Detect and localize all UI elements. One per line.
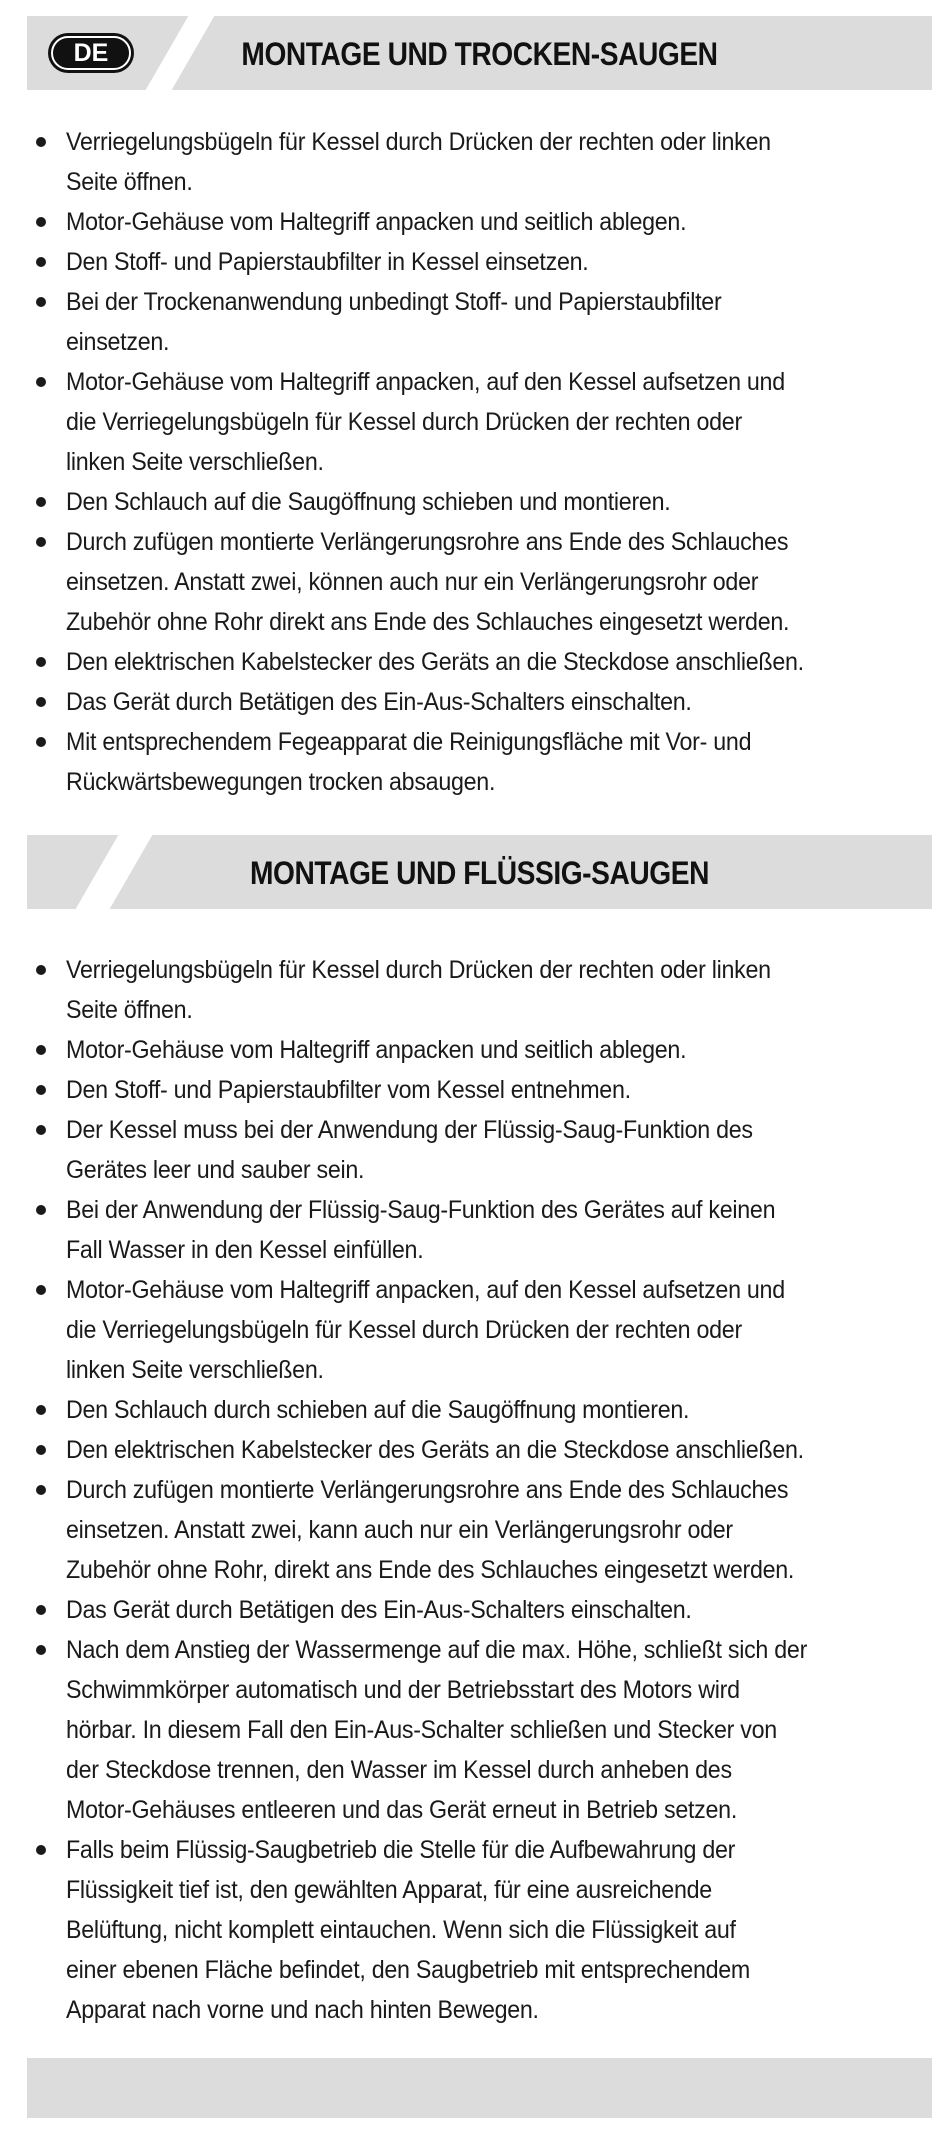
section1-list: [27, 122, 937, 802]
list-item: Bei der Anwendung der Flüssig-Saug-Funktion des Gerätes auf keinen Fall Wasser in den Kessel einfüllen.: [27, 1190, 937, 1270]
list-item: Motor-Gehäuse vom Haltegriff anpacken und seitlich ablegen.: [27, 1030, 937, 1070]
list-item: Das Gerät durch Betätigen des Ein-Aus-Schalters einschalten.: [27, 1590, 937, 1630]
section2-header-banner: [27, 835, 932, 909]
list-item: Den Stoff- und Papierstaubfilter vom Kessel entnehmen.: [27, 1070, 937, 1110]
list-item: Der Kessel muss bei der Anwendung der Flüssig-Saug-Funktion des Gerätes leer und sauber sein.: [27, 1110, 937, 1190]
section1-header-banner: [27, 16, 932, 90]
list-item: Den Schlauch auf die Saugöffnung schieben und montieren.: [27, 482, 937, 522]
list-item: Motor-Gehäuse vom Haltegriff anpacken, auf den Kessel aufsetzen und die Verriegelungsbügeln für Kessel durch Drücken der rechten oder linken Seite verschließen.: [27, 1270, 937, 1390]
list-item: Den Schlauch durch schieben auf die Saugöffnung montieren.: [27, 1390, 937, 1430]
section1-title: MONTAGE UND TROCKEN-SAUGEN: [241, 36, 718, 72]
list-item: Nach dem Anstieg der Wassermenge auf die max. Höhe, schließt sich der Schwimmkörper automatisch und der Betriebsstart des Motors wird hörbar. In diesem Fall den Ein-Aus-Schalter schließen und Stecker von der Steckdose trennen, den Wasser im Kessel durch anheben des Motor-Gehäuses entleeren und das Gerät erneut in Betrieb setzen.: [27, 1630, 937, 1830]
list-item: Mit entsprechendem Fegeapparat die Reinigungsfläche mit Vor- und Rückwärtsbewegungen trocken absaugen.: [27, 722, 937, 802]
list-item: Motor-Gehäuse vom Haltegriff anpacken, auf den Kessel aufsetzen und die Verriegelungsbügeln für Kessel durch Drücken der rechten oder linken Seite verschließen.: [27, 362, 937, 482]
section2-title: MONTAGE UND FLÜSSIG-SAUGEN: [250, 855, 709, 891]
list-item: Den elektrischen Kabelstecker des Geräts an die Steckdose anschließen.: [27, 1430, 937, 1470]
list-item: Den Stoff- und Papierstaubfilter in Kessel einsetzen.: [27, 242, 937, 282]
list-item: Falls beim Flüssig-Saugbetrieb die Stelle für die Aufbewahrung der Flüssigkeit tief ist, den gewählten Apparat, für eine ausreichende Belüftung, nicht komplett eintauchen. Wenn sich die Flüssigkeit auf einer ebenen Fläche befindet, den Saugbetrieb mit entsprechendem Apparat nach vorne und nach hinten Bewegen.: [27, 1830, 937, 2030]
list-item: Motor-Gehäuse vom Haltegriff anpacken und seitlich ablegen.: [27, 202, 937, 242]
section2-list: [27, 950, 937, 2030]
list-item: Bei der Trockenanwendung unbedingt Stoff- und Papierstaubfilter einsetzen.: [27, 282, 937, 362]
list-item: Den elektrischen Kabelstecker des Geräts an die Steckdose anschließen.: [27, 642, 937, 682]
list-item: Verriegelungsbügeln für Kessel durch Drücken der rechten oder linken Seite öffnen.: [27, 950, 937, 1030]
list-item: Das Gerät durch Betätigen des Ein-Aus-Schalters einschalten.: [27, 682, 937, 722]
footer-banner: [27, 2058, 932, 2118]
list-item: Verriegelungsbügeln für Kessel durch Drücken der rechten oder linken Seite öffnen.: [27, 122, 937, 202]
language-badge: DE: [48, 33, 134, 73]
list-item: Durch zufügen montierte Verlängerungsrohre ans Ende des Schlauches einsetzen. Anstatt zwei, können auch nur ein Verlängerungsrohr oder Zubehör ohne Rohr direkt ans Ende des Schlauches eingesetzt werden.: [27, 522, 937, 642]
list-item: Durch zufügen montierte Verlängerungsrohre ans Ende des Schlauches einsetzen. Anstatt zwei, kann auch nur ein Verlängerungsrohr oder Zubehör ohne Rohr, direkt ans Ende des Schlauches eingesetzt werden.: [27, 1470, 937, 1590]
